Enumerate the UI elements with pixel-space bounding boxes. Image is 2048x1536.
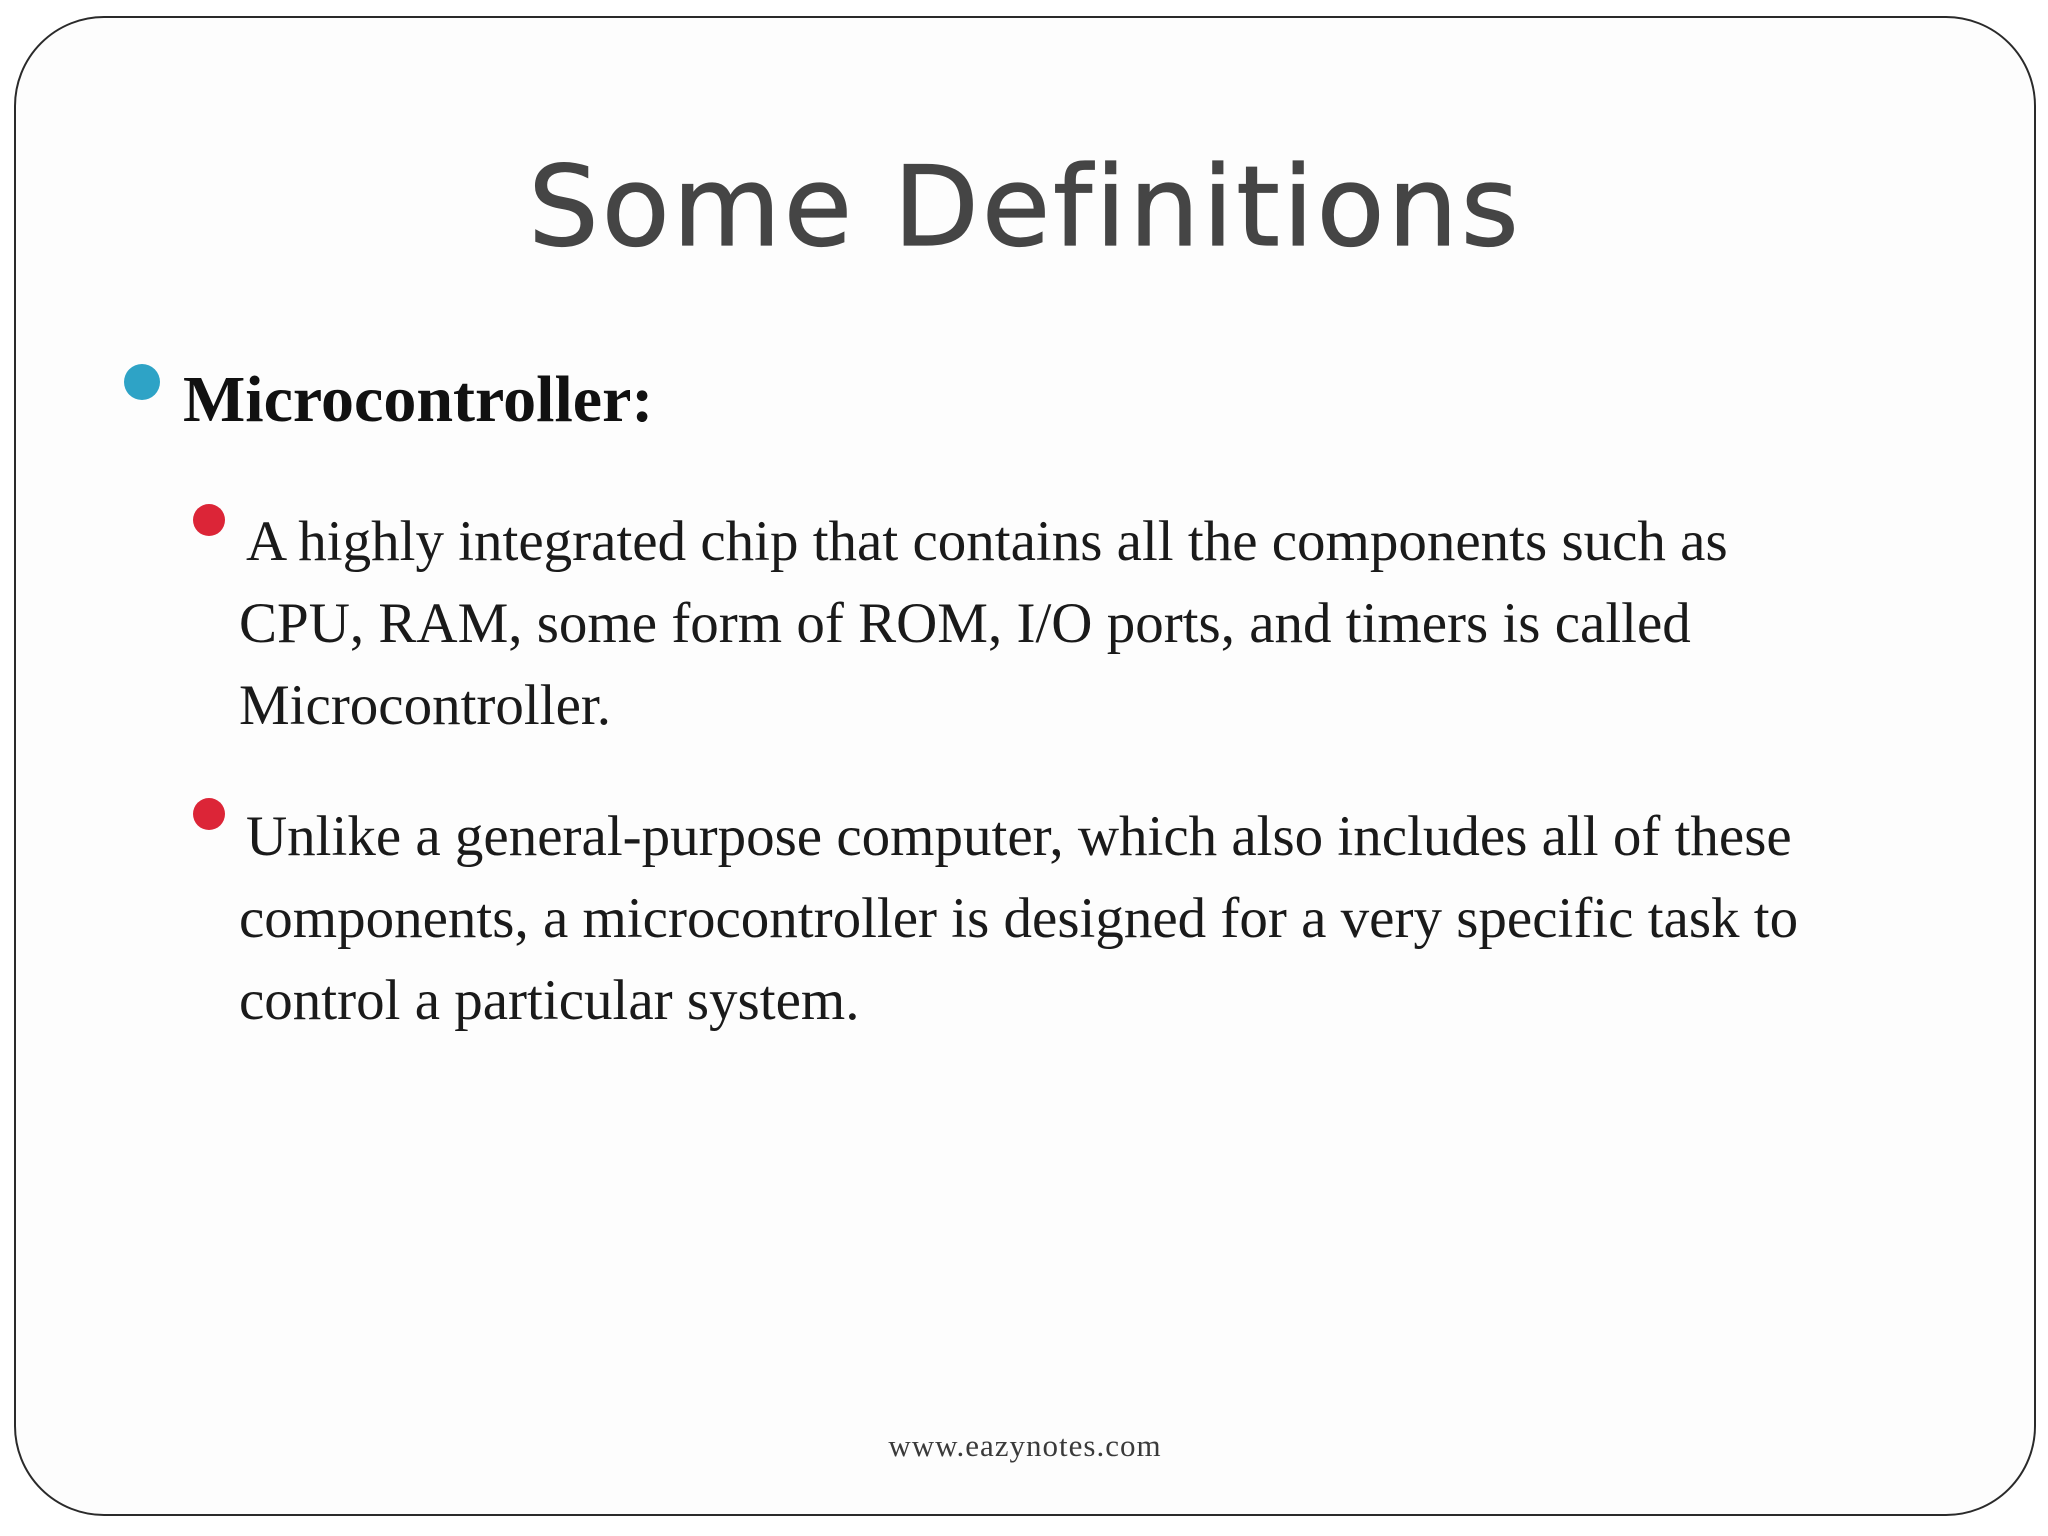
- comparison-line: components, a microcontroller is designed for a very specific task to: [239, 887, 1799, 950]
- comparison-line: control a particular system.: [239, 969, 860, 1032]
- footer-website: www.eazynotes.com: [888, 1428, 1162, 1463]
- definition-line: Microcontroller.: [239, 674, 611, 737]
- definition-line: A highly integrated chip that contains all the components such as: [246, 510, 1728, 573]
- definition-line: CPU, RAM, some form of ROM, I/O ports, and timers is called: [239, 592, 1691, 655]
- bullet-primary-icon: [124, 364, 160, 400]
- bullet-secondary-icon: [193, 504, 225, 536]
- term-heading: Microcontroller:: [183, 363, 654, 436]
- comparison-line: Unlike a general-purpose computer, which also includes all of these: [246, 805, 1792, 868]
- bullet-secondary-icon: [193, 798, 225, 830]
- definition-paragraph: [239, 501, 1959, 747]
- slide-title: Some Definitions: [528, 143, 1522, 272]
- comparison-paragraph: [239, 796, 1959, 1042]
- slide: [14, 16, 2036, 1516]
